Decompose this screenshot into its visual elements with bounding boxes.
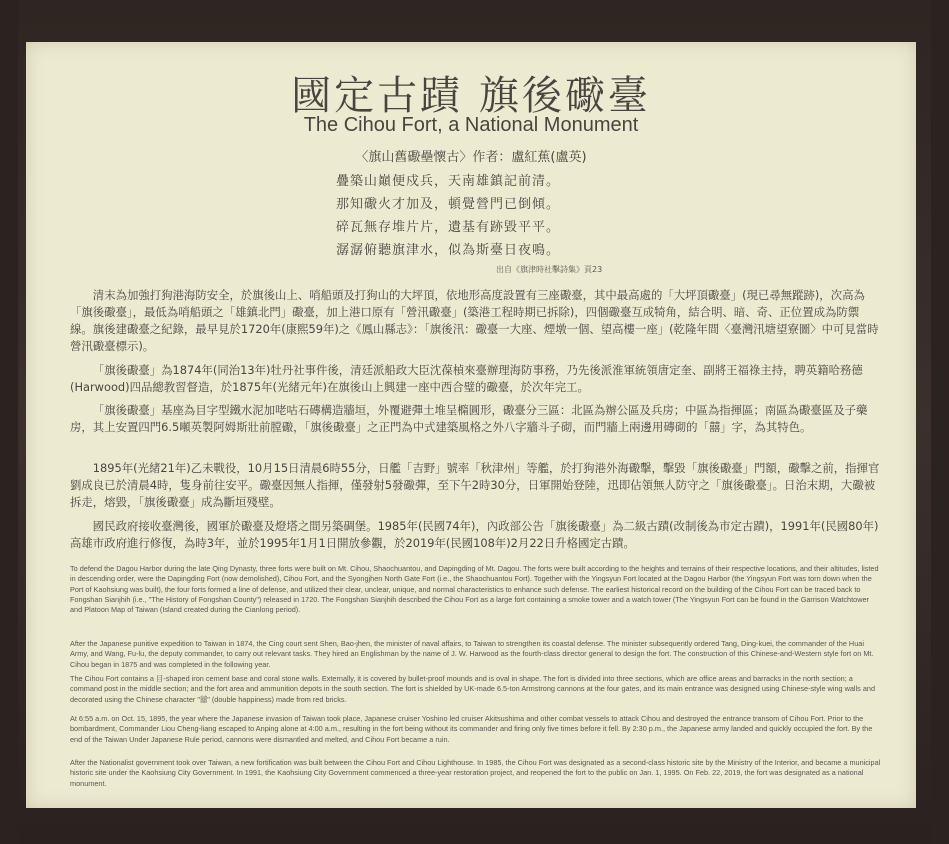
poem-line: 碎瓦無存堆片片，遺基有跡毀平平。: [336, 220, 561, 235]
zh-paragraph-5: 國民政府接收臺灣後，國軍於礮臺及燈塔之間另築碉堡。1985年(民國74年)，內政部公告「旗後礮臺」為二級古蹟(改制後為市定古蹟)，1991年(民國80年)高雄市政府進行修復，為時3年，並於1995年1月1日開放參觀，於2019年(民國108年)2月22日升格國定古蹟。: [70, 519, 879, 550]
poem-line: 潺潺俯聽旗津水，似為斯臺日夜鳴。: [336, 243, 561, 258]
en-paragraph-5: After the Nationalist government took over Taiwan, a new fortification was built between the Cihou Fort and Cihou Lighthouse. In 1985, the Cihou Fort was designated as a second-class historic site by the Ministry of the Interior, and became a municipal historic site under the Kaohsiung City Government. In 1991, the Kaohsiung City Government commenced a three-year restoration project, and reopened the fort to the public on Jan. 1, 1995. On Feb. 22, 2019, the fort was designated as a national monument.: [70, 758, 881, 788]
poem-line: 疊築山巔便戍兵，天南雄鎮記前清。: [336, 174, 561, 189]
sign-title-english: The Cihou Fort, a National Monument: [303, 114, 639, 136]
right-frame-post: [931, 0, 949, 844]
poem-header: 〈旗山舊礮壘懷古〉作者：盧紅蕉(盧英): [355, 150, 587, 165]
zh-paragraph-2: 「旗後礮臺」為1874年(同治13年)牡丹社事件後，清廷派船政大臣沈葆楨來臺辦理海防事務，乃先後派淮軍統領唐定奎、副將王福祿主持，聘英籍哈務德(Harwood)四品總教習督造，於1875年(光緒元年)在旗後山上興建一座中西合璧的礮臺，於次年完工。: [70, 363, 863, 394]
poem-line: 那知礮火才加及，頓覺營門已倒傾。: [336, 197, 561, 212]
sign-title-chinese: 國定古蹟 旗後礮臺: [291, 73, 651, 119]
zh-paragraph-4: 1895年(光緒21年)乙未戰役，10月15日清晨6時55分，日艦「吉野」號率「秋津州」等艦，於打狗港外海礮擊，擊毀「旗後礮臺」門額，礮擊之前，指揮官劉成良已於清晨4時，隻身前往安平。礮臺因無人指揮，僅發射5發礮彈，至下午2時30分，日軍開始登陸，迅即佔領無人防守之「旗後礮臺」。日治末期，大礮被拆走，熔毀，「旗後礮臺」成為斷垣殘壁。: [70, 461, 880, 509]
en-paragraph-3: The Cihou Fort contains a 目-shaped iron cement base and coral stone walls. Externally, it is covered by bullet-proof mounds and is oval in shape. The fort is divided into three sections, which are office areas and barracks in the north section; a command post in the middle section; and the fort area and ammunition depots in the south section. The fort is shielded by UK-made 6.5-ton Armstrong cannons at the four gates, and its main entrance was designed using Chinese-style wing walls and decorated using the Chinese character "囍" (double happiness) made from red bricks.: [70, 674, 876, 704]
left-frame-post: [0, 0, 18, 844]
poem: [336, 170, 636, 262]
en-paragraph-1: To defend the Dagou Harbor during the late Qing Dynasty, three forts were built on Mt. Cihou, Shaochuantou, and Dapingding of Mt. Dagou. The forts were built according to the heights and terrains of their respective locations, and their altitudes, listed in descending order, were the Dapingding Fort (now demolished), Cihou Fort, and the Syongjhen North Gate Fort (i.e., the Shaochuantou Fort). Together with the Yingsyun Fort located at the Dagou Harbor (the Yingsyun Fort was torn down when the Port of Kaohsiung was built), the four forts formed a line of defense, and utilized their clear, unclear, unique, and normal characteristics to enhance such defense. The earliest historical record on the building of the Cihou Fort can be traced back to Fongshan Sianjhih (i.e., "The History of Fongshan County") released in 1720. The Fongshan Sianjhih described the Cihou Fort as a large fort containing a smoke tower and a watch tower (The Yingsyun Fort can be found in the Garrison Watchtower and Platoon Map of Taiwan (Island created during the Cianlong period).: [70, 564, 879, 615]
information-sign: [26, 42, 916, 808]
zh-paragraph-1: 清末為加強打狗港海防安全，於旗後山上、哨船頭及打狗山的大坪頂，依地形高度設置有三座礮臺，其中最高處的「大坪頂礮臺」(現已尋無蹤跡)，次高為「旗後礮臺」，最低為哨船頭之「雄鎮北門」礮臺，加上港口原有「營汛礮臺」(築港工程時期已拆除)，四個礮臺互成犄角，結合明、暗、奇、正位置成為防禦線。旗後建礮臺之紀錄，最早見於1720年(康熙59年)之《鳳山縣志》：「旗後汛：礮臺一大座、煙墩一個、望高樓一座」(乾隆年間〈臺灣汛塘望寮圖〉中可見當時營汛礮臺標示)。: [70, 288, 879, 353]
en-paragraph-4: At 6:55 a.m. on Oct. 15, 1895, the year where the Japanese invasion of Taiwan took place, Japanese cruiser Yoshino led cruiser Akitsushima and other combat vessels to attack Cihou and destroyed the entrance transom of Cihou Fort. Prior to the bombardment, Commander Liou Cheng-liang escaped to Anping alone at 4:00 a.m., resulting in the fort being without its commander and firing only five times before it fell. By 2:30 p.m., the Japanese army landed and quickly occupied the fort. By the end of the Taiwan Under Japanese Rule period, cannons were dismantled and melted, and Cihou Fort became a ruin.: [70, 714, 873, 744]
poem-source: 出自《旗津時社擊詩集》頁23: [496, 265, 603, 274]
en-paragraph-2: After the Japanese punitive expedition to Taiwan in 1874, the Cing court sent Shen, Bao-jhen, the minister of naval affairs, to Taiwan to strengthen its coastal defense. The minister subsequently ordered Tang, Ding-kuei, the commander of the Huai Army, and Wang, Fu-lu, the deputy commander, to carry out relevant tasks. They hired an Englishman by the name of J. W. Harwood as the fourth-class director general to design the fort. The construction of this Chinese-and-Western style fort on Mt. Cihou began in 1875 and was completed in the following year.: [70, 639, 874, 669]
zh-paragraph-3: 「旗後礮臺」基座為目字型鐵水泥加咾咕石磚構造牆垣，外覆避彈土堆呈橢圓形，礮臺分三區：北區為辦公區及兵房；中區為指揮區；南區為礮臺區及子藥房，其上安置四門6.5噸英製阿姆斯壯前膛礮，「旗後礮臺」之正門為中式建築風格之外八字牆斗子砌，而門牆上兩邊用磚砌的「囍」字，為其特色。: [70, 403, 868, 434]
